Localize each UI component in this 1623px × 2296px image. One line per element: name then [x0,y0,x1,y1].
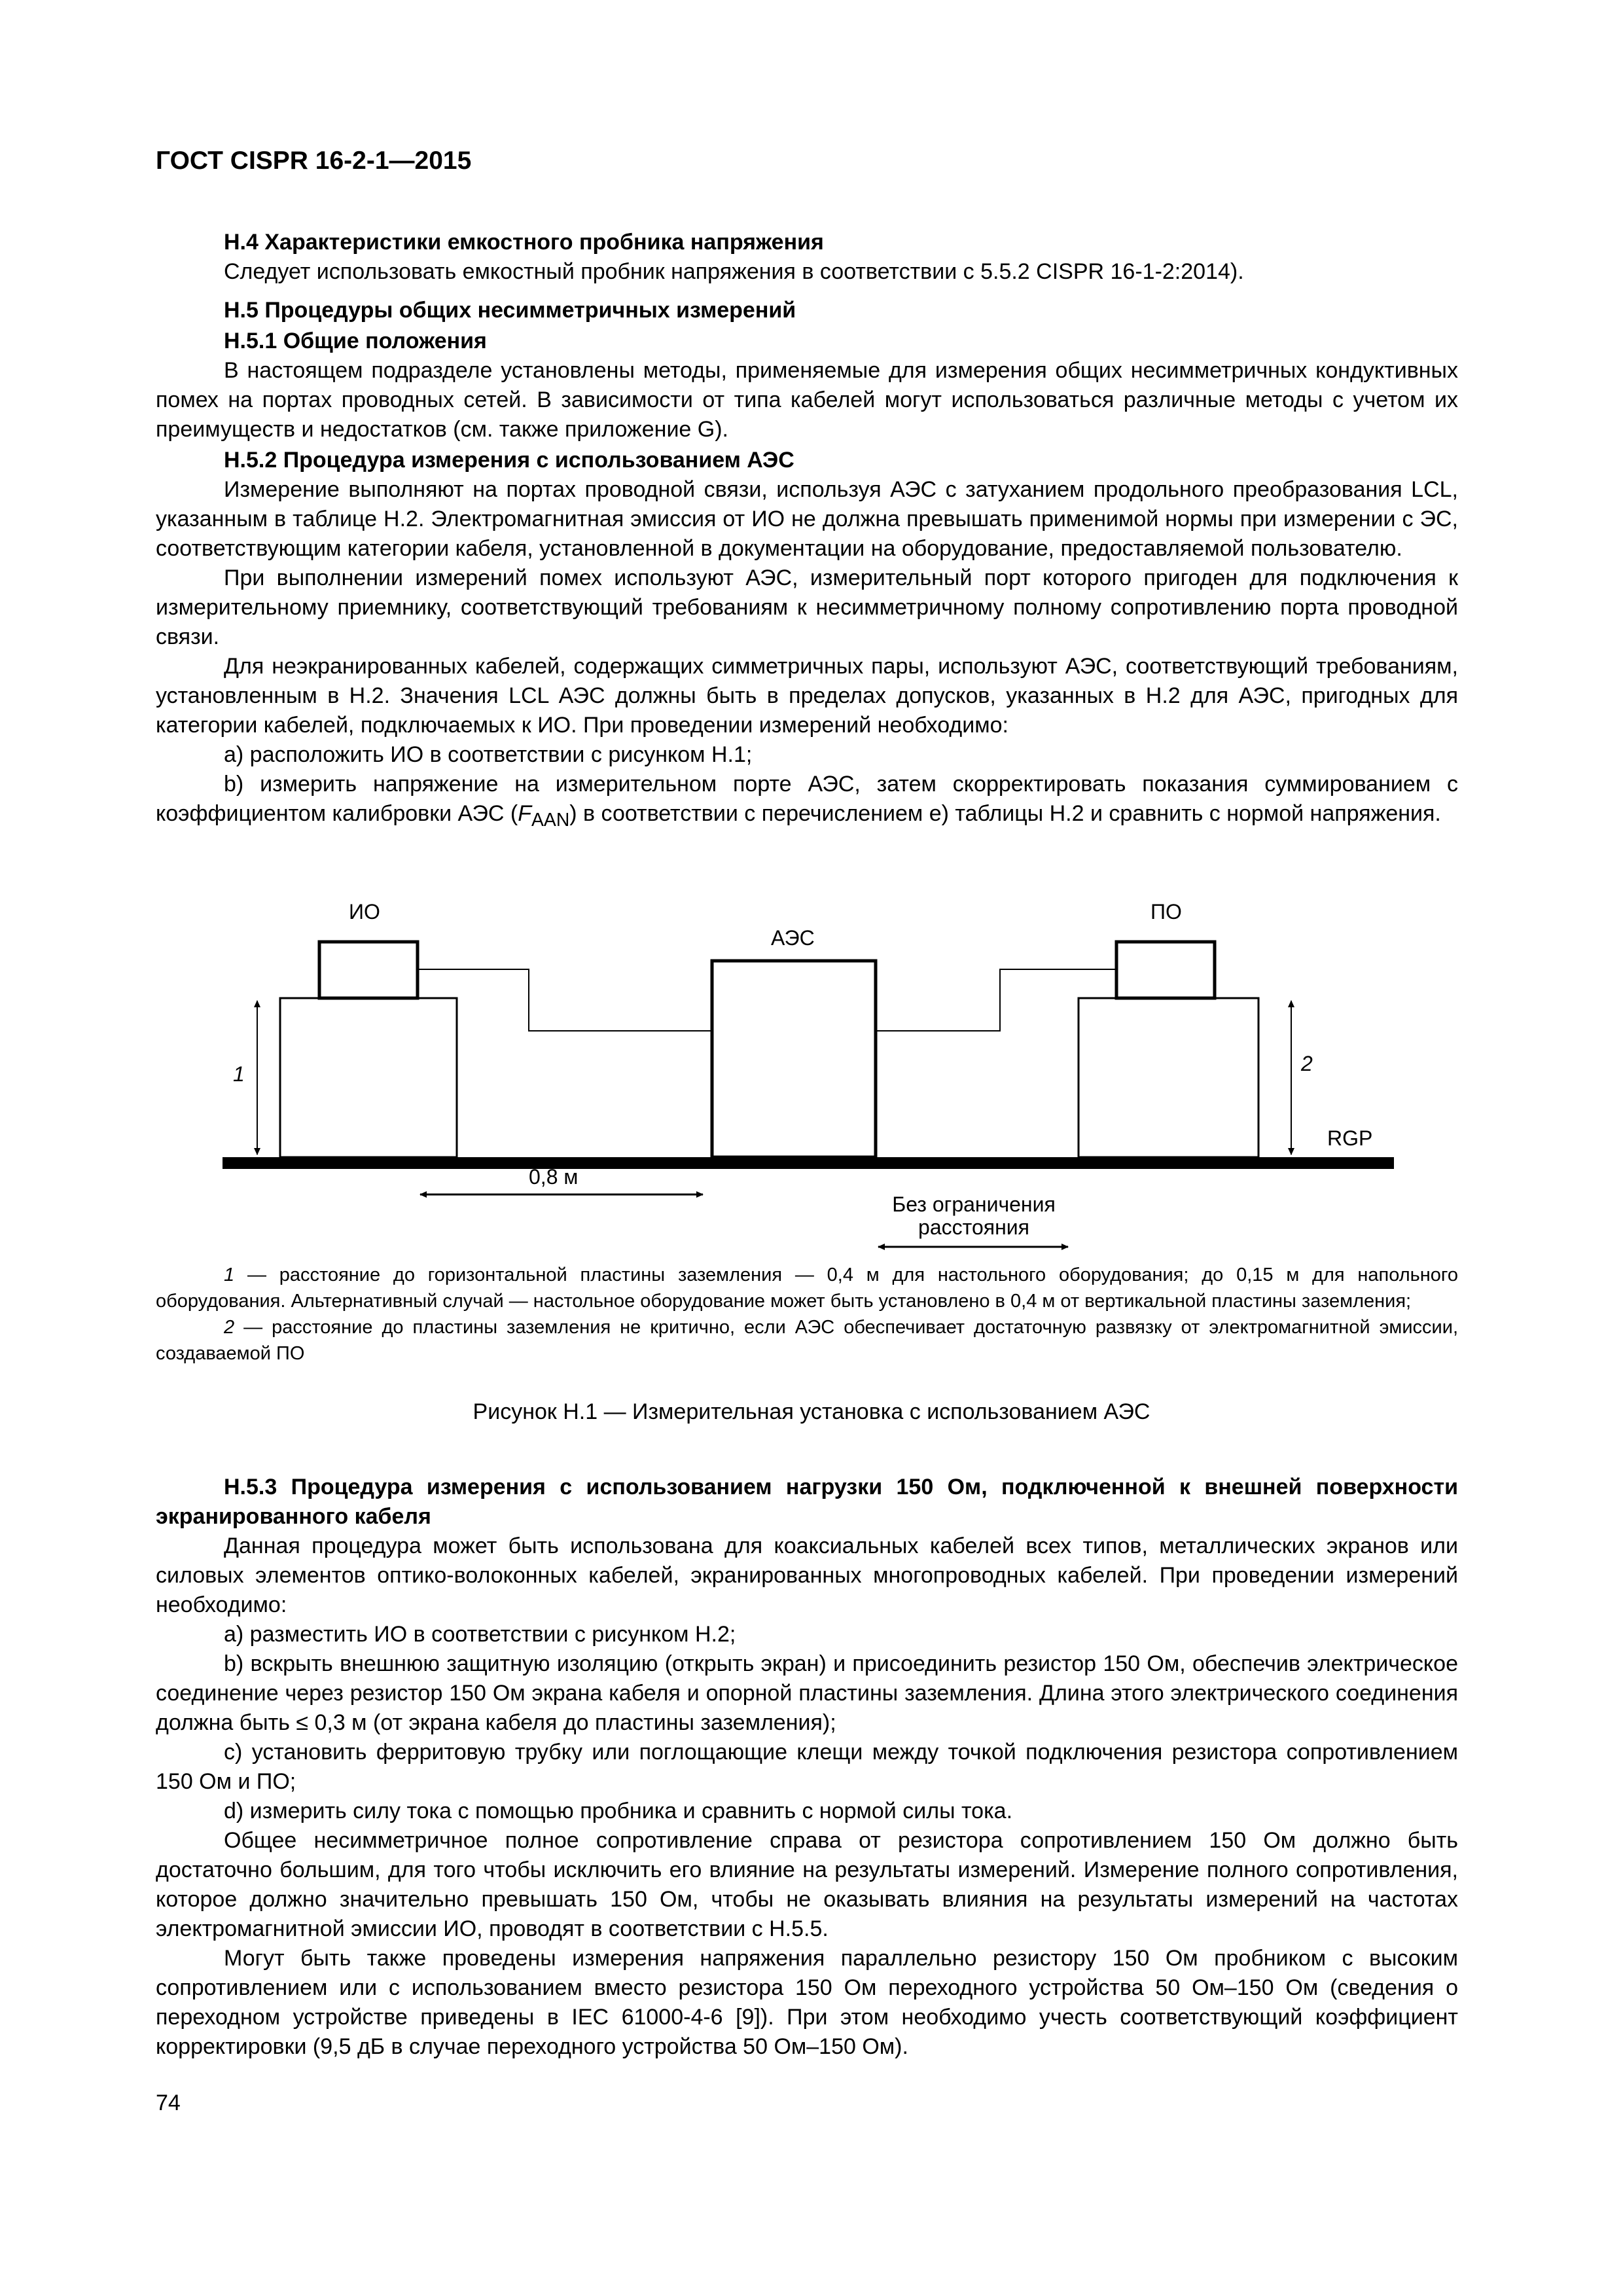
list-item-a: a) расположить ИО в соответствии с рисунком H.1; [224,742,753,767]
label-distance-08m: 0,8 м [529,1165,579,1189]
cable-aan-ae [876,969,1116,1031]
eut-box [319,942,418,998]
list-item-a: a) разместить ИО в соответствии с рисунком H.2; [224,1622,736,1647]
text-block-upper [156,226,1458,835]
ae-table [1079,998,1258,1157]
list-item-d: d) измерить силу тока с помощью пробника и сравнить с нормой силы тока. [224,1799,1013,1823]
heading-h5: H.5 Процедуры общих несимметричных измерений [224,298,796,323]
list-item-b: b) вскрыть внешнюю защитную изоляцию (открыть экран) и присоединить резистор 150 Ом, обеспечив электрическое соединение через резистор 150 Ом экрана кабеля и опорной пластины заземления. Длина этого электрического соединения должна быть ≤ 0,3 м (от экрана кабеля до пластины заземления); [156,1651,1458,1735]
paragraph: Измерение выполняют на портах проводной связи, используя АЭС с затуханием продольного преобразования LCL, указанным в таблице H.2. Электромагнитная эмиссия от ИО не должна превышать применимой нормы при измерении с ЭС, соответствующим категории кабеля, установленной в документации на оборудование, предоставляемой пользователю. [156,477,1458,561]
label-unlimited-2: расстояния [918,1215,1029,1239]
figure-caption: Рисунок H.1 — Измерительная установка с использованием АЭС [473,1399,1150,1424]
page-number: 74 [156,2090,181,2115]
paragraph: Могут быть также проведены измерения напряжения параллельно резистору 150 Ом пробником с высоким сопротивлением или с использованием вместо резистора 150 Ом переходного устройства 50 Ом–150 Ом (сведения о переходном устройстве приведены в IEC 61000-4-6 [9]). При этом необходимо учесть соответствующий коэффициент корректировки (9,5 дБ в случае переходного устройства 50 Ом–150 Ом). [156,1946,1458,2059]
label-rgp: RGP [1327,1126,1373,1150]
label-1: 1 [233,1062,245,1086]
legend-text-1: — расстояние до горизонтальной пластины заземления — 0,4 м для настольного оборудования; до 0,15 м для напольного оборудования. Альтернативный случай — настольное оборудование может быть установлено в 0,4 м от вертикальной пластины заземления; [156,1265,1458,1312]
document-header: ГОСТ CISPR 16-2-1—2015 [156,147,472,175]
legend-number-2: 2 [224,1317,235,1338]
list-item-c: c) установить ферритовую трубку или поглощающие клещи между точкой подключения резистора сопротивлением 150 Ом и ПО; [156,1740,1458,1794]
legend-item-1 [156,1262,1458,1314]
list-item-b-text-end: ) в соответствии с перечислением e) таблицы H.2 и сравнить с нормой напряжения. [569,801,1441,826]
heading-h5-3: H.5.3 Процедура измерения с использованием нагрузки 150 Ом, подключенной к внешней поверхности экранированного кабеля [156,1475,1458,1529]
aan-box [712,961,876,1157]
faan-subscript: AAN [531,809,570,831]
text-block-lower [156,1471,1458,2062]
legend-item-2 [156,1314,1458,1367]
label-2: 2 [1301,1052,1313,1075]
paragraph: Общее несимметричное полное сопротивление справа от резистора сопротивлением 150 Ом должно быть достаточно большим, для того чтобы исключить его влияние на результаты измерений. Измерение полного сопротивления, которое должно значительно превышать 150 Ом, чтобы не оказывать влияния на результаты измерений на частотах электромагнитной эмиссии ИО, проводят в соответствии с H.5.5. [156,1828,1458,1941]
label-unlimited-1: Без ограничения [892,1193,1056,1216]
ae-box [1116,942,1215,998]
legend-text-2: — расстояние до пластины заземления не критично, если АЭС обеспечивает достаточную развязку от электромагнитной эмиссии, создаваемой ПО [156,1317,1458,1364]
cable-eut-aan [418,969,712,1031]
paragraph: Данная процедура может быть использована для коаксиальных кабелей всех типов, металлических экранов или силовых элементов оптико-волоконных кабелей, экранированных многопроводных кабелей. При проведении измерений необходимо: [156,1534,1458,1617]
figure-legend [156,1262,1458,1367]
eut-table [280,998,457,1157]
label-eut: ИО [349,900,380,924]
label-ae: ПО [1150,900,1182,924]
list-item-b-text-start: b) измерить напряжение на измерительном порте АЭС, затем скорректировать показания суммированием с коэффициентом калибровки АЭС ( [156,772,1458,826]
ground-plane [223,1157,1394,1169]
heading-h4: H.4 Характеристики емкостного пробника напряжения [224,230,824,255]
legend-number-1: 1 [224,1265,235,1285]
paragraph: При выполнении измерений помех используют АЭС, измерительный порт которого пригоден для подключения к измерительному приемнику, соответствующий требованиям к несимметричному полному сопротивлению порта проводной связи. [156,565,1458,649]
list-item-b [156,770,1458,835]
paragraph: В настоящем подразделе установлены методы, применяемые для измерения общих несимметричных кондуктивных помех на портах проводных сетей. В зависимости от типа кабелей могут использоваться различные методы с учетом их преимуществ и недостатков (см. также приложение G). [156,358,1458,442]
figure-h1 [156,893,1458,1260]
paragraph: Следует использовать емкостный пробник напряжения в соответствии с 5.5.2 CISPR 16-1-2:2014). [224,259,1244,284]
faan-symbol: F [518,801,532,826]
label-aan: АЭС [771,926,815,950]
paragraph: Для неэкранированных кабелей, содержащих симметричных пары, используют АЭС, соответствующий требованиям, установленным в H.2. Значения LCL АЭС должны быть в пределах допусков, указанных в H.2 для АЭС, пригодных для категории кабелей, подключаемых к ИО. При проведении измерений необходимо: [156,654,1458,738]
heading-h5-2: H.5.2 Процедура измерения с использованием АЭС [224,448,794,473]
heading-h5-1: H.5.1 Общие положения [224,329,487,353]
